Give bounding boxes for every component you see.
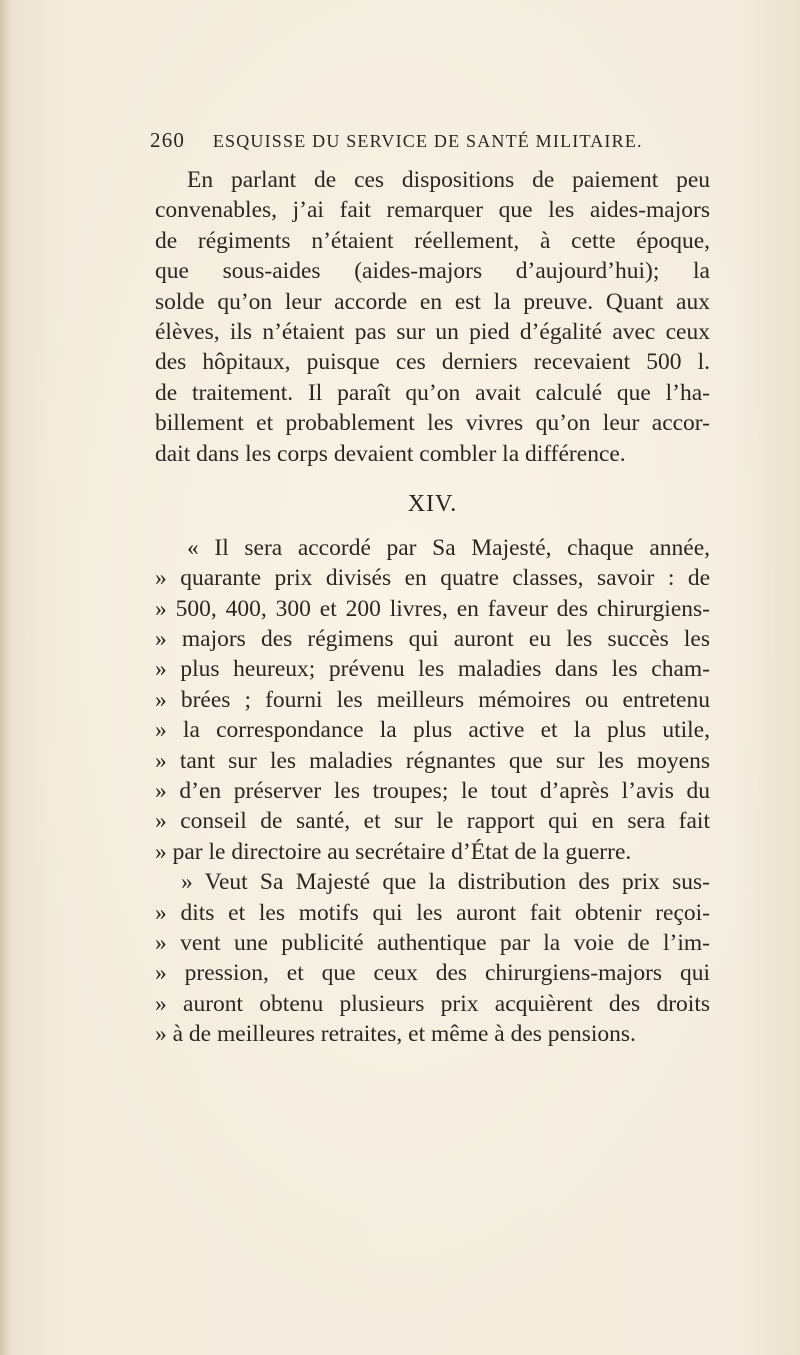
text-line: » pression, et que ceux des chirurgiens-majors qui xyxy=(155,960,710,987)
text-line: » brées ; fourni les meilleurs mémoires ou entretenu xyxy=(155,686,710,713)
text-line: « Il sera accordé par Sa Majesté, chaque année, xyxy=(187,534,710,561)
text-line: billement et probablement les vivres qu’on leur accor- xyxy=(155,410,710,437)
page-fold-shadow xyxy=(0,0,12,1355)
text-line: » auront obtenu plusieurs prix acquièrent des droits xyxy=(155,990,710,1017)
text-line: En parlant de ces dispositions de paiement peu xyxy=(187,167,710,193)
text-line: » majors des régimens qui auront eu les succès les xyxy=(155,626,710,653)
text-line: » la correspondance la plus active et la plus utile, xyxy=(155,717,710,744)
paragraph-1 xyxy=(155,165,710,469)
text-line: » 500, 400, 300 et 200 livres, en faveur des chirurgiens- xyxy=(155,595,710,622)
text-line: dait dans les corps devaient combler la différence. xyxy=(155,440,626,467)
running-head xyxy=(150,128,710,158)
paragraph-3 xyxy=(155,867,710,1049)
text-line: » par le directoire au secrétaire d’État de la guerre. xyxy=(155,838,632,865)
text-line: de régiments n’étaient réellement, à cette époque, xyxy=(155,227,710,254)
text-line: solde qu’on leur accorde en est la preuve. Quant aux xyxy=(155,288,710,315)
page-number: 260 xyxy=(150,128,186,152)
text-line: » dits et les motifs qui les auront fait obtenir reçoi- xyxy=(155,899,710,926)
text-line: » plus heureux; prévenu les maladies dans les cham- xyxy=(155,656,710,683)
text-block xyxy=(155,165,710,1050)
text-line: élèves, ils n’étaient pas sur un pied d’égalité avec ceux xyxy=(155,318,710,345)
text-line: convenables, j’ai fait remarquer que les aides-majors xyxy=(155,197,710,224)
paragraph-2 xyxy=(155,533,710,867)
text-line: » vent une publicité authentique par la voie de l’im- xyxy=(155,929,710,956)
text-line: de traitement. Il paraît qu’on avait calculé que l’ha- xyxy=(155,379,710,406)
text-line: » quarante prix divisés en quatre classes, savoir : de xyxy=(155,565,710,592)
text-line: » d’en préserver les troupes; le tout d’après l’avis du xyxy=(155,778,710,805)
text-line: » conseil de santé, et sur le rapport qui en sera fait xyxy=(155,808,710,835)
text-line: » tant sur les maladies régnantes que sur les moyens xyxy=(155,747,710,774)
text-line: » à de meilleures retraites, et même à des pensions. xyxy=(155,1021,636,1048)
section-heading: XIV. xyxy=(407,490,458,517)
text-line: que sous-aides (aides-majors d’aujourd’hui); la xyxy=(155,258,710,285)
text-line: des hôpitaux, puisque ces derniers recevaient 500 l. xyxy=(155,349,710,376)
running-head-title: ESQUISSE DU SERVICE DE SANTÉ MILITAIRE. xyxy=(212,131,643,151)
text-line: » Veut Sa Majesté que la distribution des prix sus- xyxy=(181,869,710,896)
